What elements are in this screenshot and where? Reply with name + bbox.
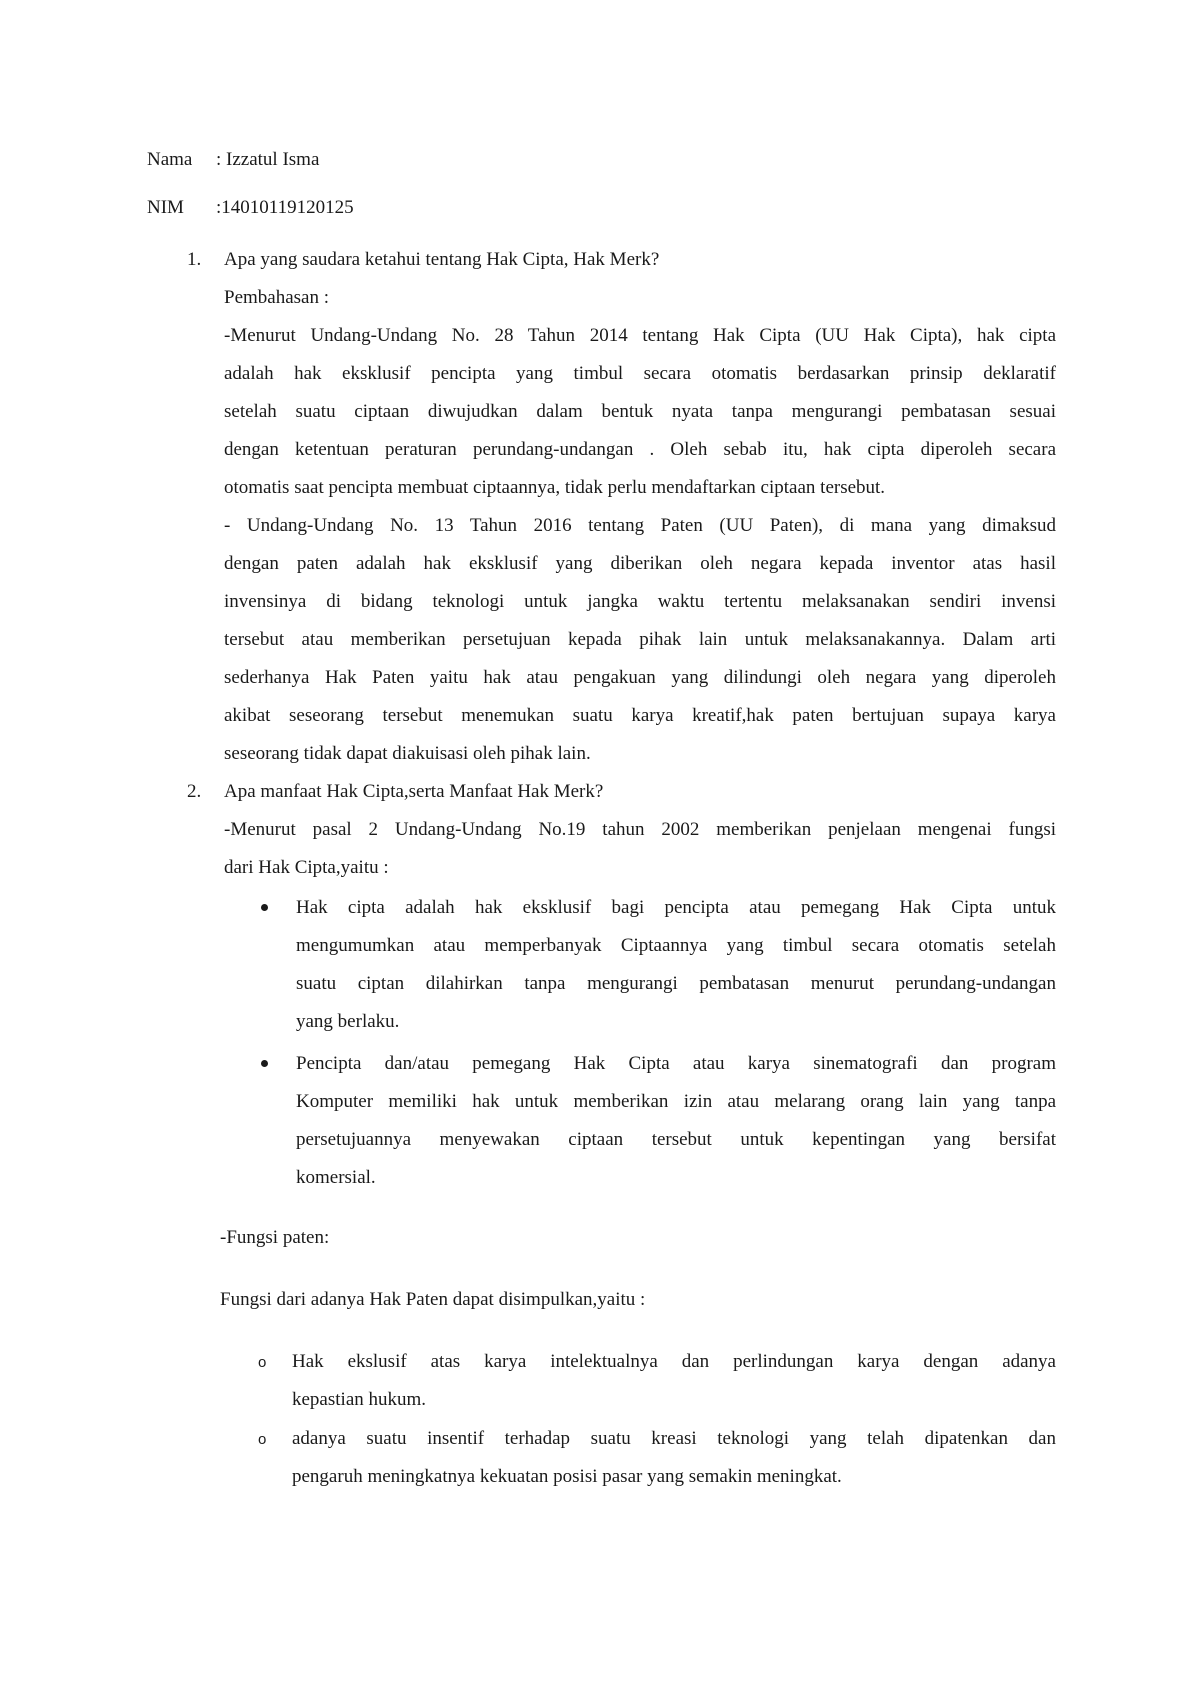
q2-intro-line: dari Hak Cipta,yaitu : <box>224 857 389 878</box>
q1-para1-line: setelah suatu ciptaan diwujudkan dalam bentuk nyata tanpa mengurangi pembatasan sesuai <box>224 401 1056 422</box>
fungsi-heading: -Fungsi paten: <box>220 1227 330 1248</box>
bullet-icon <box>261 1060 268 1067</box>
q1-para2-line: akibat seseorang tersebut menemukan suatu karya kreatif,hak paten bertujuan supaya karya <box>224 705 1056 726</box>
nim-value: :14010119120125 <box>216 197 354 218</box>
bullet-2-line: Pencipta dan/atau pemegang Hak Cipta atau karya sinematografi dan program <box>296 1053 1056 1074</box>
sub-item-1-line: kepastian hukum. <box>292 1389 427 1410</box>
bullet-1-line: mengumumkan atau memperbanyak Ciptaannya yang timbul secara otomatis setelah <box>296 935 1056 956</box>
q1-para1-line: otomatis saat pencipta membuat ciptaannya, tidak perlu mendaftarkan ciptaan tersebut. <box>224 477 886 498</box>
q1-para2-line: invensinya di bidang teknologi untuk jangka waktu tertentu melaksanakan sendiri invensi <box>224 591 1056 612</box>
q2-number: 2. <box>187 781 202 802</box>
sub-item-2-line: adanya suatu insentif terhadap suatu kreasi teknologi yang telah dipatenkan dan <box>292 1428 1056 1449</box>
bullet-icon <box>261 904 268 911</box>
q1-para1-line: -Menurut Undang-Undang No. 28 Tahun 2014 tentang Hak Cipta (UU Hak Cipta), hak cipta <box>224 325 1056 346</box>
nim-label: NIM <box>147 197 184 218</box>
q1-para1-line: dengan ketentuan peraturan perundang-undangan . Oleh sebab itu, hak cipta diperoleh secara <box>224 439 1056 460</box>
q1-para2-line: tersebut atau memberikan persetujuan kepada pihak lain untuk melaksanakannya. Dalam arti <box>224 629 1056 650</box>
bullet-2-line: komersial. <box>296 1167 376 1188</box>
q2-question: Apa manfaat Hak Cipta,serta Manfaat Hak Merk? <box>224 781 604 802</box>
q1-number: 1. <box>187 249 202 270</box>
fungsi-intro: Fungsi dari adanya Hak Paten dapat disimpulkan,yaitu : <box>220 1289 646 1310</box>
q1-para2-line: - Undang-Undang No. 13 Tahun 2016 tentang Paten (UU Paten), di mana yang dimaksud <box>224 515 1056 536</box>
q1-para2-line: dengan paten adalah hak eksklusif yang diberikan oleh negara kepada inventor atas hasil <box>224 553 1056 574</box>
circle-bullet-icon: o <box>258 1354 267 1371</box>
bullet-1-line: suatu ciptan dilahirkan tanpa mengurangi pembatasan menurut perundang-undangan <box>296 973 1056 994</box>
nama-label: Nama <box>147 149 193 170</box>
q1-para1-line: adalah hak eksklusif pencipta yang timbul secara otomatis berdasarkan prinsip deklaratif <box>224 363 1056 384</box>
q1-question: Apa yang saudara ketahui tentang Hak Cipta, Hak Merk? <box>224 249 660 270</box>
q1-heading: Pembahasan : <box>224 287 330 308</box>
sub-item-1-line: Hak ekslusif atas karya intelektualnya dan perlindungan karya dengan adanya <box>292 1351 1056 1372</box>
bullet-1-line: yang berlaku. <box>296 1011 400 1032</box>
circle-bullet-icon: o <box>258 1431 267 1448</box>
bullet-2-line: Komputer memiliki hak untuk memberikan izin atau melarang orang lain yang tanpa <box>296 1091 1056 1112</box>
q2-intro-line: -Menurut pasal 2 Undang-Undang No.19 tahun 2002 memberikan penjelaan mengenai fungsi <box>224 819 1056 840</box>
nama-value: : Izzatul Isma <box>216 149 320 170</box>
bullet-2-line: persetujuannya menyewakan ciptaan tersebut untuk kepentingan yang bersifat <box>296 1129 1056 1150</box>
q1-para2-line: sederhanya Hak Paten yaitu hak atau pengakuan yang dilindungi oleh negara yang diperoleh <box>224 667 1056 688</box>
bullet-1-line: Hak cipta adalah hak eksklusif bagi pencipta atau pemegang Hak Cipta untuk <box>296 897 1056 918</box>
q1-para2-line: seseorang tidak dapat diakuisasi oleh pihak lain. <box>224 743 591 764</box>
sub-item-2-line: pengaruh meningkatnya kekuatan posisi pasar yang semakin meningkat. <box>292 1466 842 1487</box>
